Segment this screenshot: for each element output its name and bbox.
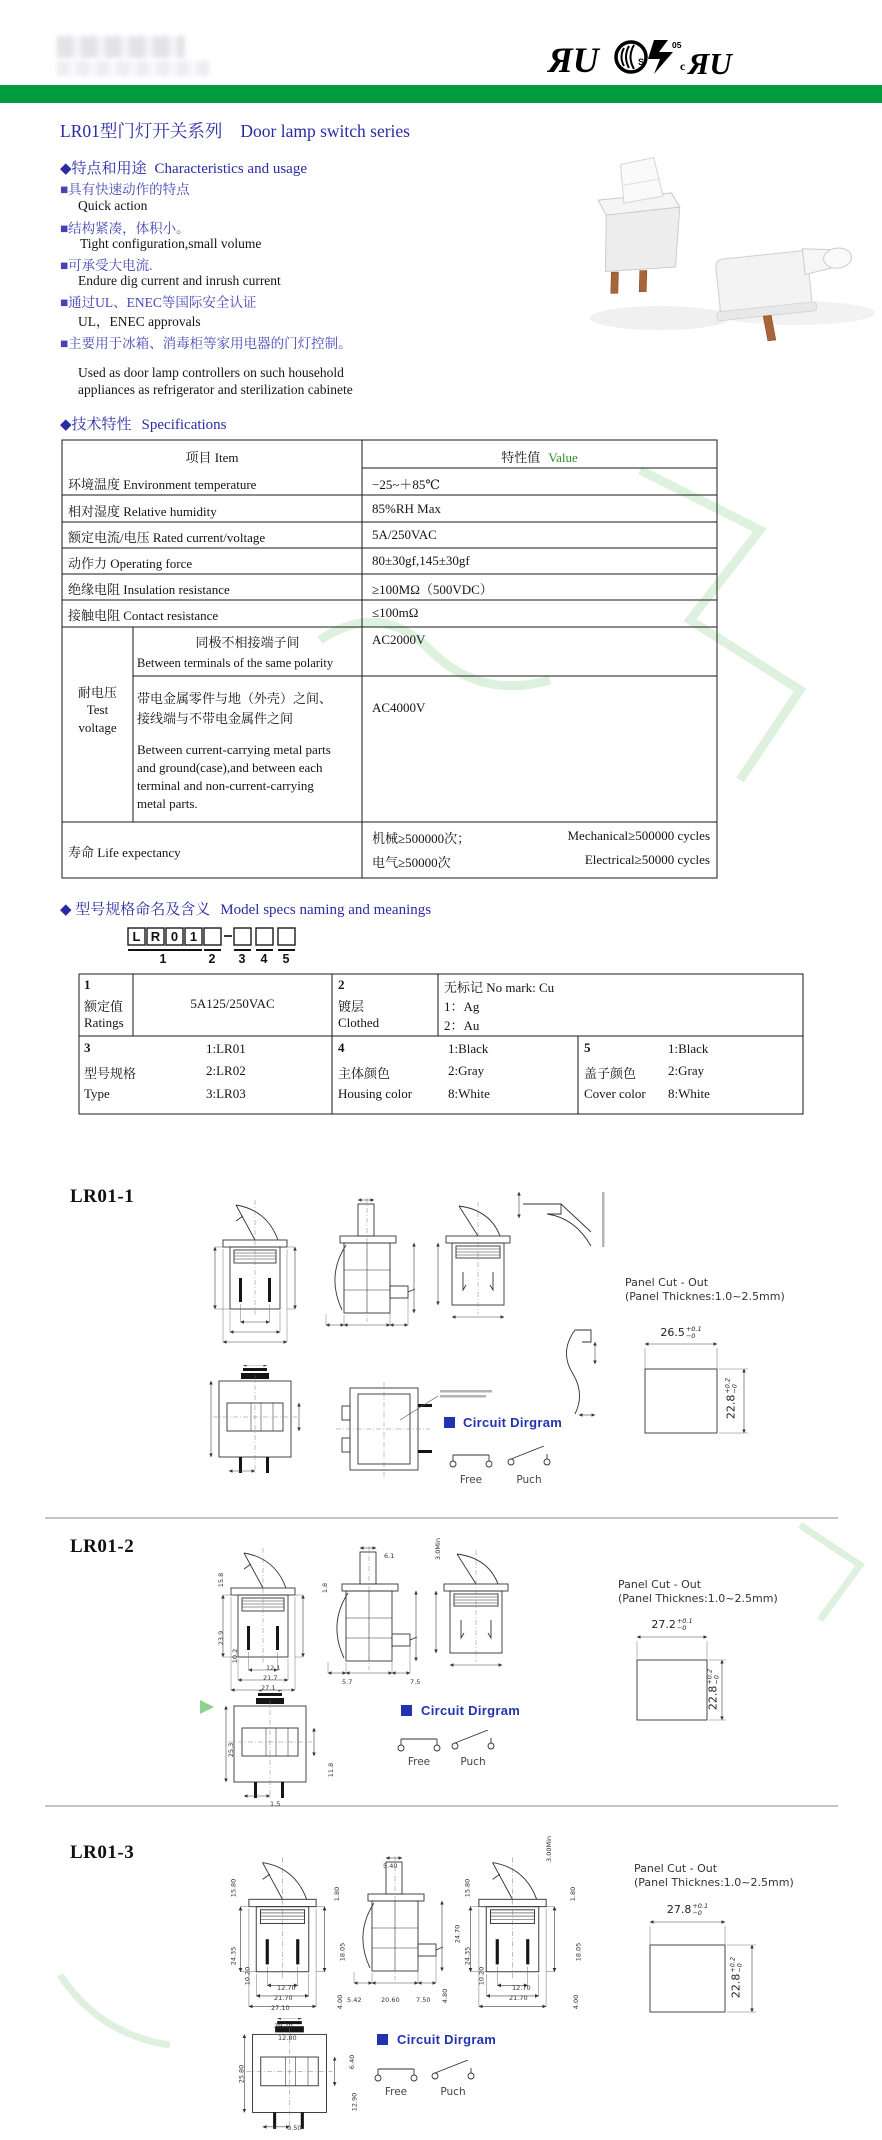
dim-label: 24.35 — [229, 1946, 238, 1966]
side-view-drawing — [354, 1856, 443, 1983]
dim-label: 27.1 — [261, 1684, 276, 1692]
circuit-diagram-bullet — [377, 2034, 388, 2045]
life-line1: 机械≥500000次； Mechanical≥500000 cycles — [372, 828, 710, 846]
cell-no: 1 — [84, 977, 91, 992]
page-title-cn: LR01型门灯开关系列 — [60, 121, 223, 141]
push-label: Puch — [516, 1474, 542, 1486]
front-view-drawing — [223, 1548, 303, 1690]
circuit-diagram-bullet — [401, 1705, 412, 1716]
model-heading: ◆ 型号规格命名及含义 Model specs naming and meanings — [60, 902, 432, 918]
push-label: Puch — [440, 2086, 466, 2098]
feature-item-en: UL，ENEC approvals — [78, 314, 201, 329]
dim-label: 10.20 — [243, 1966, 252, 1986]
feature-item-en: Tight configuration,small volume — [80, 236, 262, 251]
UR-recognized-icon: ЯU — [548, 40, 599, 80]
dim-label: 23.9 — [217, 1630, 226, 1646]
model-box-letter: 0 — [170, 929, 179, 944]
spec-item: 绝缘电阻 Insulation resistance — [68, 582, 230, 597]
circuit-push-symbol — [452, 1730, 494, 1749]
dim-label: 1.80 — [569, 1886, 578, 1902]
spec-item: 相对湿度 Relative humidity — [68, 504, 217, 519]
panel-cutout-title: Panel Cut - Out — [625, 1276, 709, 1289]
spec-value: 80±30gf,145±30gf — [372, 553, 470, 568]
dim-label: 25.80 — [237, 2064, 246, 2084]
circuit-push-symbol — [432, 2060, 474, 2079]
green-watermark — [60, 1975, 170, 2045]
dim-label: 29.70 — [274, 2022, 293, 2030]
cell-no: 3 — [84, 1040, 91, 1055]
dim-label: 24.70 — [453, 1924, 462, 1944]
life-line2: 电气≥50000次 Electrical≥50000 cycles — [372, 852, 710, 870]
panel-height-dim: 22.8 +0.2 −0 — [723, 1377, 738, 1420]
dim-label: 4.80 — [441, 1988, 450, 2004]
dim-label: 10.20 — [477, 1966, 486, 1986]
model-position-num: 3 — [238, 952, 246, 966]
spec-item: 接触电阻 Contact resistance — [68, 608, 219, 623]
product-photo — [587, 151, 875, 345]
svg-text:c: c — [680, 59, 686, 73]
dim-label: 15.80 — [463, 1878, 472, 1898]
panel-height-dim: 22.8 +0.2 −0 — [705, 1668, 720, 1711]
front-view-drawing — [215, 1200, 295, 1342]
dim-label: 21.70 — [274, 1994, 293, 2002]
free-label: Free — [407, 1756, 431, 1768]
green-watermark-triangle — [200, 1700, 214, 1714]
panel-width-dim: 27.8 +0.1 −0 — [666, 1902, 709, 1917]
dim-label: 12.1 — [266, 1664, 281, 1672]
dim-label: 1.8 — [321, 1582, 330, 1594]
dim-label: 5.40 — [383, 1862, 398, 1870]
specs-heading: ◆技术特性 Specifications — [60, 417, 227, 433]
test-voltage-label: 耐电压 — [77, 685, 117, 700]
bottom-view-drawing — [211, 1365, 299, 1473]
dim-label: 12.90 — [350, 2092, 359, 2112]
dim-label: 25.3 — [227, 1742, 236, 1758]
page-title — [60, 118, 410, 143]
page-title-en: Door lamp switch series — [240, 121, 410, 141]
feature-item-en: Quick action — [78, 198, 148, 213]
section-title: LR01-1 — [70, 1186, 135, 1207]
safety-approval-icon — [648, 40, 673, 74]
specs-col-item: 项目 Item — [185, 450, 239, 465]
spec-value: 85%RH Max — [372, 501, 441, 516]
dim-label: 12.80 — [278, 2034, 297, 2042]
panel-width-dim: 27.2 +0.1 −0 — [651, 1617, 693, 1632]
dim-label: 15.80 — [229, 1878, 238, 1898]
green-watermark — [640, 470, 800, 780]
section-title: LR01-2 — [70, 1536, 135, 1557]
dim-label: 15.8 — [217, 1572, 226, 1588]
lr01-1-drawings — [211, 1192, 605, 1478]
bottom-view-drawing — [226, 1690, 314, 1798]
dim-label: 5.42 — [347, 1996, 362, 2004]
dim-label: 3.00Min — [545, 1835, 554, 1863]
dim-label: 20.60 — [381, 1996, 400, 2004]
cell-no: 4 — [338, 1040, 345, 1055]
side-view-drawing — [326, 1198, 415, 1325]
model-position-num: 5 — [282, 952, 290, 966]
spec-value: −25~＋85℃ — [372, 477, 440, 492]
circuit-diagram-bullet — [444, 1417, 455, 1428]
dim-label: 6.1 — [384, 1552, 395, 1560]
dim-label: 5.7 — [342, 1678, 353, 1686]
panel-cutout-title: Panel Cut - Out — [634, 1862, 718, 1875]
dim-label: 4.00 — [336, 1994, 345, 2010]
rear-view-drawing — [438, 1202, 510, 1317]
profile-view-drawing — [519, 1192, 591, 1246]
dim-label: 12.70 — [512, 1984, 531, 1992]
specs-col-value: 特性值 Value — [501, 450, 578, 465]
section-title: LR01-3 — [70, 1842, 135, 1863]
model-box-letter: R — [150, 929, 161, 944]
cell-no: 5 — [584, 1040, 591, 1055]
tv-condition-en: Between terminals of the same polarity — [137, 656, 334, 670]
free-label: Free — [384, 2086, 408, 2098]
tv-condition-en: Between current-carrying metal parts — [137, 742, 331, 757]
dim-label: 1.80 — [333, 1886, 342, 1902]
panel-thickness: (Panel Thicknes:1.0~2.5mm) — [625, 1290, 785, 1303]
dim-label: 11.8 — [327, 1762, 336, 1778]
usage-line: appliances as refrigerator and sterilization cabinete — [78, 382, 353, 397]
circuit-diagram-label: Circuit Dirgram — [421, 1703, 521, 1718]
tv-value: AC2000V — [372, 632, 426, 647]
dim-label: 4.00 — [572, 1994, 581, 2010]
spec-value: 5A/250VAC — [372, 527, 437, 542]
tv-condition-cn: 带电金属零件与地（外壳）之间、 — [137, 691, 333, 706]
dim-label: 7.50 — [416, 1996, 431, 2004]
feature-item-cn: ■具有快速动作的特点 — [60, 182, 190, 197]
dim-label: 18.05 — [574, 1942, 583, 1962]
side-view-drawing — [328, 1546, 417, 1673]
model-box-letter: 1 — [189, 929, 198, 944]
dim-label: 21.70 — [509, 1994, 528, 2002]
dim-label: 0.50 — [287, 2124, 302, 2132]
circuit-free-symbol — [398, 1739, 440, 1751]
feature-item-cn: ■可承受大电流. — [60, 258, 153, 273]
circuit-free-symbol — [375, 2069, 417, 2081]
c-UR-icon: ЯU — [688, 46, 732, 81]
model-box-letter: L — [132, 929, 141, 944]
certification-marks — [546, 40, 733, 81]
life-item: 寿命 Life expectancy — [68, 845, 181, 860]
detail-view-drawing — [566, 1330, 595, 1415]
usage-line: Used as door lamp controllers on such household — [78, 365, 344, 380]
dim-label: 24.35 — [463, 1946, 472, 1966]
feature-item-en: Endure dig current and inrush current — [78, 273, 281, 288]
spec-item: 环境温度 Environment temperature — [68, 477, 257, 492]
tv-condition-cn: 同极不相接端子间 — [195, 635, 300, 650]
panel-cutout-title: Panel Cut - Out — [618, 1578, 702, 1591]
circuit-push-symbol — [508, 1446, 550, 1465]
features-heading: ◆特点和用途 Characteristics and usage — [60, 161, 307, 177]
base-view-drawing — [336, 1382, 432, 1478]
model-position-num: 4 — [260, 952, 268, 966]
dim-label: 27.10 — [271, 2004, 290, 2012]
model-position-num: 2 — [208, 952, 216, 966]
svg-text:05: 05 — [672, 40, 682, 50]
dim-label: 12.70 — [277, 1984, 296, 1992]
dim-label: 7.5 — [410, 1678, 421, 1686]
green-watermark — [800, 1525, 860, 1620]
spec-value: ≥100MΩ（500VDC） — [372, 582, 493, 597]
dim-label: 18.05 — [338, 1942, 347, 1962]
dim-label: 3.0Min — [433, 1538, 442, 1560]
panel-height-dim: 22.8 +0.2 −0 — [728, 1956, 743, 1999]
feature-item-cn: ■通过UL、ENEC等国际安全认证 — [60, 295, 257, 310]
dim-label: 6.40 — [348, 2054, 357, 2070]
model-position-num: 1 — [159, 952, 167, 966]
panel-width-dim: 26.5 +0.1 −0 — [660, 1325, 702, 1340]
spec-value: ≤100mΩ — [372, 605, 419, 620]
circuit-free-symbol — [450, 1455, 492, 1467]
feature-item-cn: ■结构紧凑，体积小。 — [60, 221, 190, 236]
dim-label: 1.5 — [270, 1800, 281, 1808]
free-label: Free — [459, 1474, 483, 1486]
panel-thickness: (Panel Thicknes:1.0~2.5mm) — [618, 1592, 778, 1605]
push-label: Puch — [460, 1756, 486, 1768]
dim-label: 10.2 — [231, 1648, 240, 1664]
spec-item: 动作力 Operating force — [68, 556, 193, 571]
spec-item: 额定电流/电压 Rated current/voltage — [68, 530, 266, 545]
svg-text:S: S — [638, 57, 645, 67]
cell-no: 2 — [338, 977, 345, 992]
circuit-diagram-label: Circuit Dirgram — [397, 2032, 497, 2047]
circuit-diagram-label: Circuit Dirgram — [463, 1415, 563, 1430]
panel-thickness: (Panel Thicknes:1.0~2.5mm) — [634, 1876, 794, 1889]
tv-value: AC4000V — [372, 700, 426, 715]
ratings-value: 5A125/250VAC — [190, 996, 275, 1011]
feature-item-cn: ■主要用于冰箱、消毒柜等家用电器的门灯控制。 — [60, 336, 352, 351]
rear-view-drawing — [436, 1550, 508, 1665]
dim-label: 21.7 — [263, 1674, 278, 1682]
